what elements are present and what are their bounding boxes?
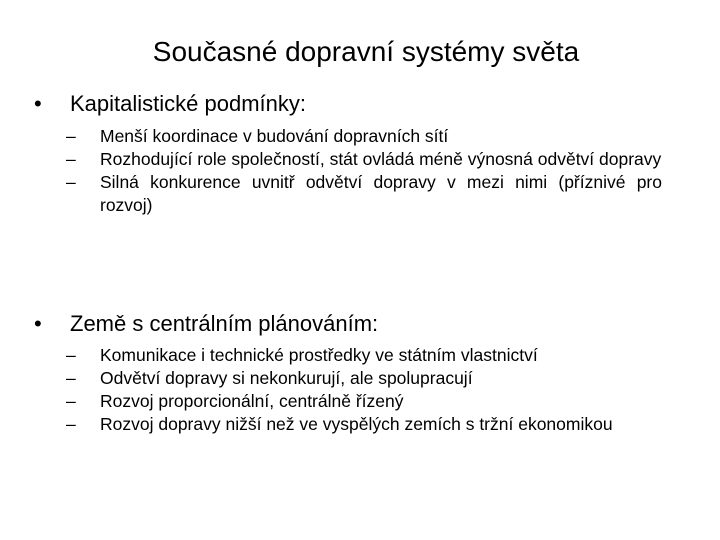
dash-mark: –	[66, 368, 76, 388]
list-item	[66, 125, 662, 148]
section-heading-capitalist	[34, 89, 306, 119]
list-item-text: Silná konkurence uvnitř odvětví dopravy v mezi nimi (příznivé pro rozvoj)	[100, 172, 662, 215]
dash-mark: –	[66, 126, 76, 146]
list-planned	[66, 344, 662, 436]
list-item	[66, 344, 662, 367]
list-item	[66, 367, 662, 390]
list-capitalist	[66, 125, 662, 217]
list-item-text: Menší koordinace v budování dopravních sítí	[100, 126, 449, 146]
list-item-text: Rozhodující role společností, stát ovládá méně výnosná odvětví dopravy	[100, 149, 662, 169]
list-item-text: Rozvoj proporcionální, centrálně řízený	[100, 391, 404, 411]
section-heading-planned	[34, 309, 378, 339]
dash-mark: –	[66, 345, 76, 365]
list-item-text: Komunikace i technické prostředky ve státním vlastnictví	[100, 345, 538, 365]
dash-mark: –	[66, 391, 76, 411]
list-item	[66, 171, 662, 217]
dash-mark: –	[66, 414, 76, 434]
bullet-mark: •	[34, 91, 42, 116]
list-item	[66, 390, 662, 413]
dash-mark: –	[66, 172, 76, 192]
dash-mark: –	[66, 149, 76, 169]
section-heading-text: Země s centrálním plánováním:	[70, 311, 379, 336]
section-heading-text: Kapitalistické podmínky:	[70, 91, 306, 116]
list-item-text: Odvětví dopravy si nekonkurují, ale spolupracují	[100, 368, 473, 388]
list-item	[66, 413, 662, 436]
list-item-text: Rozvoj dopravy nižší než ve vyspělých zemích s tržní ekonomikou	[100, 414, 613, 434]
slide-title: Současné dopravní systémy světa	[152, 36, 580, 67]
list-item	[66, 148, 662, 171]
bullet-mark: •	[34, 311, 42, 336]
